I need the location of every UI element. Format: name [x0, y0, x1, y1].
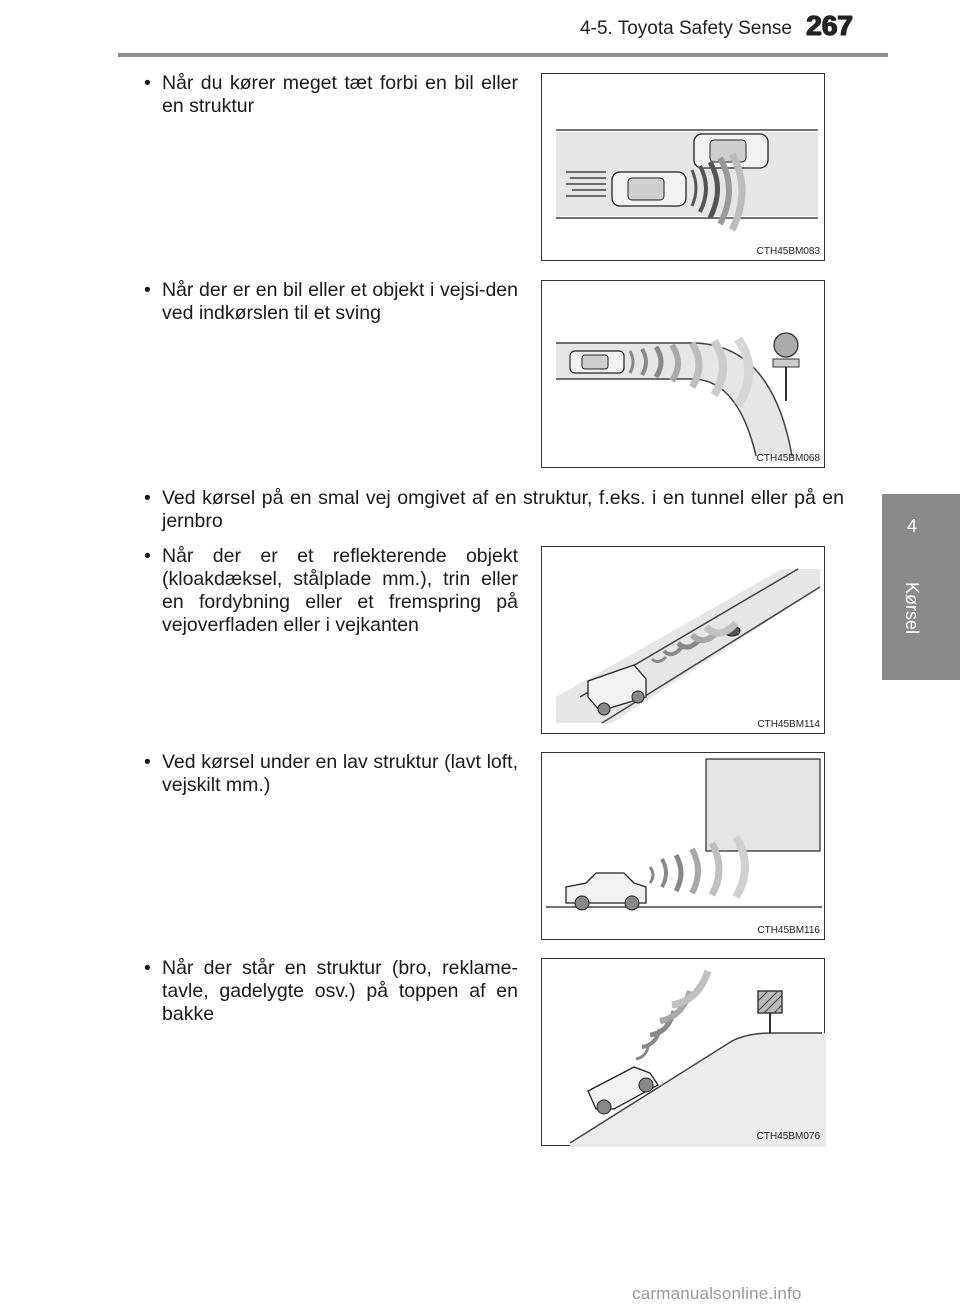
header-divider [118, 53, 888, 57]
list-item [144, 957, 518, 1026]
chapter-number: 4 [906, 516, 917, 536]
illustration-hilltop-structure [541, 958, 825, 1146]
page-number: 267 [806, 10, 853, 41]
list-item-text: Når der står en struktur (bro, reklame-tavle, gadelygte osv.) på toppen af en bakke [162, 957, 518, 1025]
illustration-low-structure [541, 752, 825, 940]
illustration-curve-object [541, 280, 825, 468]
figure-caption: CTH45BM083 [756, 246, 820, 257]
list-item [144, 487, 844, 533]
figure-caption: CTH45BM116 [757, 925, 820, 936]
list-item-text: Når du kører meget tæt forbi en bil eller en struktur [162, 72, 518, 117]
illustration-passing-car [541, 73, 825, 261]
list-item [144, 751, 518, 797]
list-item [144, 72, 518, 118]
illustration-reflective-object [541, 546, 825, 734]
figure-caption: CTH45BM068 [756, 453, 820, 464]
list-item [144, 545, 518, 637]
figure-caption: CTH45BM076 [756, 1131, 820, 1142]
bullet: • [144, 72, 151, 94]
chapter-label: Kørsel [902, 582, 922, 635]
bullet: • [144, 279, 151, 301]
figure-caption: CTH45BM114 [757, 719, 820, 730]
bullet: • [144, 751, 151, 773]
list-item-text: Ved kørsel på en smal vej omgivet af en struktur, f.eks. i en tunnel eller på en jernbro [162, 487, 844, 532]
list-item-text: Ved kørsel under en lav struktur (lavt loft, vejskilt mm.) [162, 751, 518, 796]
bullet: • [144, 957, 151, 979]
watermark: carmanualsonline.info [632, 1284, 802, 1303]
bullet: • [144, 487, 151, 509]
chapter-tab [882, 494, 960, 680]
bullet: • [144, 545, 151, 567]
list-item-text: Når der er et reflekterende objekt (kloakdæksel, stålplade mm.), trin eller en fordybning eller et fremspring på vejoverfladen eller i vejkanten [162, 545, 518, 636]
section-title: 4-5. Toyota Safety Sense [580, 18, 792, 39]
list-item [144, 279, 518, 325]
list-item-text: Når der er en bil eller et objekt i vejsi-den ved indkørslen til et sving [162, 279, 518, 324]
